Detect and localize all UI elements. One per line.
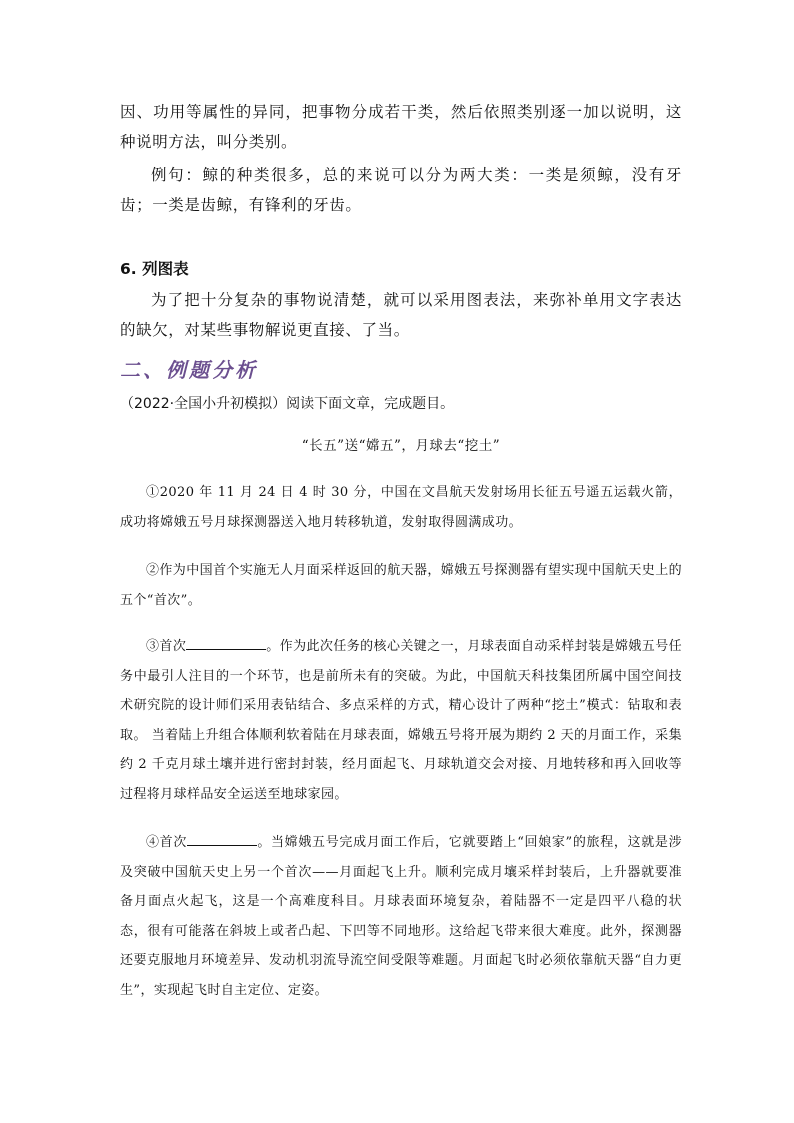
para4-body: 。当嫦娥五号完成月面工作后，它就要踏上“回娘家”的旅程，这就是涉及突破中国航天史上另一个首次——月面起飞上升。顺利完成月壤采样封装后，上升器就要准备月面点火起飞，这是一个高难度科目。月球表面环境复杂，着陆器不一定是四平八稳的状态，很有可能落在斜坡上或者凸起、下凹等不同地形。这给起飞带来很大难度。此外，探测器还要克服地月环境差异、发动机羽流导流空间受限等难题。月面起飞时必须依靠航天器“自力更生”，实现起飞时自主定位、定姿。 <box>120 835 683 998</box>
example-sentence-paragraph: 例句：鲸的种类很多，总的来说可以分为两大类：一类是须鲸，没有牙齿；一类是齿鲸，有锋利的牙齿。 <box>120 166 682 214</box>
article-paragraph-2: ②作为中国首个实施无人月面采样返回的航天器，嫦娥五号探测器有望实现中国航天史上的五个“首次”。 <box>120 563 683 608</box>
section-title: 二、例题分析 <box>120 358 258 382</box>
para3-body: 。作为此次任务的核心关键之一，月球表面自动采样封装是嫦娥五号任务中最引人注目的一个环节，也是前所未有的突破。为此，中国航天科技集团所属中国空间技术研究院的设计师们采用表钻结合、多点采样的方式，精心设计了两种“挖土”模式：钻取和表取。 当着陆上升组合体顺利软着陆在月球表面，嫦娥五号将开展为期约 2 天的月面工作，采集约 2 千克月球土壤并进行密封封装，经月面起飞、月球轨道交会对接、月地转移和再入回收等过程将月球样品安全运送至地球家园。 <box>120 639 683 802</box>
chart-method-paragraph: 为了把十分复杂的事物说清楚，就可以采用图表法，来弥补单用文字表达的缺欠，对某些事物解说更直接、了当。 <box>120 291 682 339</box>
para3-answer-blank[interactable] <box>186 635 266 650</box>
article-paragraph-4 <box>120 828 682 1005</box>
article-paragraph-1: ①2020 年 11 月 24 日 4 时 30 分，中国在文昌航天发射场用长征五号遥五运载火箭，成功将嫦娥五号月球探测器送入地月转移轨道，发射取得圆满成功。 <box>120 485 682 530</box>
method-6-heading: 6. 列图表 <box>120 260 189 278</box>
exercise-source-line: （2022·全国小升初模拟）阅读下面文章，完成题目。 <box>120 396 455 412</box>
para4-prefix: ④首次 <box>146 835 188 850</box>
para3-prefix: ③首次 <box>146 639 187 654</box>
para4-answer-blank[interactable] <box>187 831 257 846</box>
article-paragraph-3 <box>120 632 682 809</box>
article-title: “长五”送“嫦五”，月球去“挖土” <box>301 438 501 454</box>
classification-paragraph: 因、功用等属性的异同，把事物分成若干类，然后依照类别逐一加以说明，这种说明方法，叫分类别。 <box>120 103 682 151</box>
